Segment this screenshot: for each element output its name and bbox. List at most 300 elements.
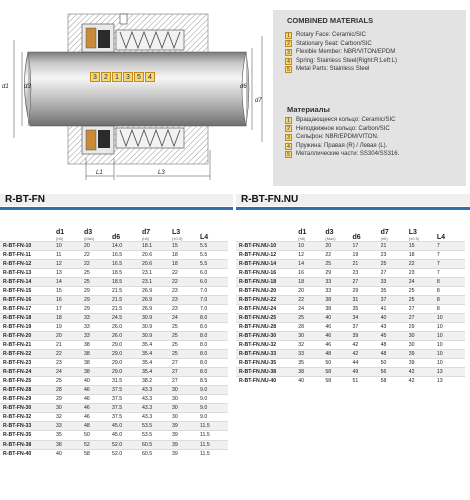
table-row — [236, 368, 465, 377]
value-cell: 24 — [56, 368, 84, 377]
value-cell: 25 — [56, 377, 84, 386]
value-cell: 25 — [409, 286, 437, 295]
legend-title-ru: Материалы — [287, 105, 330, 114]
model-cell: R-BT-FN.NU-10 — [236, 241, 298, 250]
value-cell: 25 — [172, 322, 200, 331]
value-cell: 49 — [352, 368, 380, 377]
value-cell: 6.0 — [200, 268, 228, 277]
table-row — [0, 241, 228, 250]
value-cell: 11 — [56, 250, 84, 259]
column-header-tolerance: (h6) — [142, 235, 150, 241]
column-header-label: d6 — [112, 233, 121, 241]
value-cell: 37.5 — [112, 404, 142, 413]
model-cell: R-BT-FN-14 — [0, 277, 56, 286]
model-cell: R-BT-FN-33 — [0, 422, 56, 431]
value-cell: 40 — [298, 377, 325, 386]
value-cell: 42 — [409, 368, 437, 377]
value-cell: 23.1 — [142, 268, 172, 277]
model-cell: R-BT-FN-18 — [0, 313, 56, 322]
value-cell: 30 — [172, 404, 200, 413]
value-cell: 22 — [325, 250, 352, 259]
value-cell: 10 — [437, 322, 465, 331]
value-cell: 38 — [325, 304, 352, 313]
legend-item-number: 1 — [285, 117, 292, 124]
value-cell: 39 — [409, 359, 437, 368]
value-cell: 18.5 — [112, 277, 142, 286]
value-cell: 31 — [352, 295, 380, 304]
value-cell: 22 — [84, 259, 112, 268]
legend-item-text: Stationary Seat: Carbon/SIC — [296, 40, 372, 47]
dim-label-d7: d7 — [255, 98, 262, 104]
value-cell: 21 — [56, 341, 84, 350]
table-row — [0, 395, 228, 404]
value-cell: 46 — [325, 331, 352, 340]
value-cell: 38 — [84, 368, 112, 377]
model-cell: R-BT-FN-23 — [0, 359, 56, 368]
column-header-tolerance: (Max) — [84, 235, 95, 241]
value-cell: 26.9 — [142, 286, 172, 295]
value-cell: 7.0 — [200, 304, 228, 313]
model-cell: R-BT-FN-16 — [0, 295, 56, 304]
model-cell: R-BT-FN.NU-25 — [236, 313, 298, 322]
table-row — [0, 313, 228, 322]
column-header-label: d3 — [84, 228, 93, 236]
legend-item — [285, 31, 397, 40]
value-cell: 20 — [325, 241, 352, 250]
value-cell: 27 — [381, 268, 409, 277]
table-row — [0, 422, 228, 431]
dim-label-l1: L1 — [96, 170, 103, 176]
value-cell: 18 — [172, 259, 200, 268]
column-header-tolerance: (h6) — [56, 235, 64, 241]
value-cell: 20 — [56, 331, 84, 340]
column-header — [172, 215, 200, 241]
column-header-label: d1 — [298, 228, 307, 236]
value-cell: 8 — [437, 277, 465, 286]
value-cell: 8.0 — [200, 368, 228, 377]
value-cell: 35 — [352, 304, 380, 313]
value-cell: 35 — [56, 431, 84, 440]
table-row — [0, 368, 228, 377]
table-row — [0, 404, 228, 413]
value-cell: 20 — [298, 286, 325, 295]
legend-item-text: Пружина: Правая (R) / Левая (L). — [296, 142, 388, 149]
value-cell: 33 — [84, 331, 112, 340]
model-cell: R-BT-FN.NU-30 — [236, 331, 298, 340]
table-row — [0, 250, 228, 259]
legend-item-number: 2 — [285, 125, 292, 132]
value-cell: 8 — [437, 304, 465, 313]
model-cell: R-BT-FN-13 — [0, 268, 56, 277]
legend-item-text: Металлические части: SS304/SS316. — [296, 151, 400, 158]
model-cell: R-BT-FN-20 — [0, 331, 56, 340]
table-row — [236, 304, 465, 313]
value-cell: 23 — [409, 268, 437, 277]
value-cell: 21.5 — [112, 304, 142, 313]
value-cell: 35 — [381, 286, 409, 295]
callout-box: 4 — [145, 72, 155, 82]
value-cell: 23 — [172, 295, 200, 304]
value-cell: 6.0 — [200, 277, 228, 286]
value-cell: 8.0 — [200, 350, 228, 359]
callout-row — [90, 72, 155, 82]
model-cell: R-BT-FN-24 — [0, 368, 56, 377]
value-cell: 29.0 — [112, 359, 142, 368]
value-cell: 38 — [84, 359, 112, 368]
table-row — [236, 350, 465, 359]
model-cell: R-BT-FN-30 — [0, 404, 56, 413]
value-cell: 27 — [352, 277, 380, 286]
value-cell: 50 — [381, 359, 409, 368]
legend-item — [285, 125, 399, 134]
legend-item-number: 5 — [285, 66, 292, 73]
value-cell: 11.5 — [200, 431, 228, 440]
model-cell: R-BT-FN.NU-28 — [236, 322, 298, 331]
table-row — [236, 241, 465, 250]
legend-item-text: Неподвижное кольцо: Carbon/SIC — [296, 125, 390, 132]
value-cell: 21 — [352, 259, 380, 268]
value-cell: 11.5 — [200, 440, 228, 449]
value-cell: 60.5 — [142, 449, 172, 458]
table-row — [0, 286, 228, 295]
value-cell: 25 — [172, 341, 200, 350]
column-header-label: L4 — [200, 233, 209, 241]
value-cell: 56 — [381, 368, 409, 377]
value-cell: 43.3 — [142, 386, 172, 395]
table-row — [0, 413, 228, 422]
value-cell: 25 — [298, 313, 325, 322]
value-cell: 16.5 — [112, 250, 142, 259]
value-cell: 52.0 — [112, 449, 142, 458]
legend-item-text: Rotary Face: Ceramic/SIC — [296, 32, 367, 38]
legend-item — [285, 142, 399, 151]
column-header-label: d7 — [142, 228, 151, 236]
model-cell: R-BT-FN-15 — [0, 286, 56, 295]
value-cell: 37.5 — [112, 386, 142, 395]
value-cell: 8.0 — [200, 331, 228, 340]
value-cell: 25 — [84, 277, 112, 286]
value-cell: 10 — [298, 241, 325, 250]
model-cell: R-BT-FN.NU-22 — [236, 295, 298, 304]
table-row — [236, 359, 465, 368]
value-cell: 30 — [56, 404, 84, 413]
seal-drawing-svg — [0, 0, 270, 188]
value-cell: 18 — [56, 313, 84, 322]
table-row — [0, 386, 228, 395]
legend-item — [285, 40, 397, 49]
legend-list-ru — [285, 116, 399, 159]
column-header — [84, 215, 112, 241]
value-cell: 18 — [172, 250, 200, 259]
value-cell: 51 — [352, 377, 380, 386]
table-header-row — [0, 215, 228, 241]
callout-box: 2 — [101, 72, 111, 82]
value-cell: 26.9 — [142, 304, 172, 313]
value-cell: 22 — [172, 277, 200, 286]
table-row — [236, 295, 465, 304]
left-table-accent-bar — [0, 207, 233, 210]
value-cell: 30.9 — [142, 331, 172, 340]
value-cell: 38 — [84, 350, 112, 359]
model-cell: R-BT-FN-32 — [0, 413, 56, 422]
value-cell: 25 — [381, 259, 409, 268]
callout-box: 1 — [112, 72, 122, 82]
column-header — [142, 215, 172, 241]
model-cell: R-BT-FN-19 — [0, 322, 56, 331]
column-header-label: d3 — [325, 228, 334, 236]
legend-item — [285, 116, 399, 125]
value-cell: 17 — [56, 304, 84, 313]
dim-label-l3: L3 — [158, 170, 165, 176]
value-cell: 18 — [298, 277, 325, 286]
value-cell: 30 — [409, 341, 437, 350]
value-cell: 23 — [172, 286, 200, 295]
column-header — [381, 215, 409, 241]
value-cell: 40 — [381, 313, 409, 322]
value-cell: 39 — [172, 431, 200, 440]
value-cell: 35.4 — [142, 341, 172, 350]
value-cell: 10 — [437, 350, 465, 359]
model-cell: R-BT-FN.NU-33 — [236, 350, 298, 359]
value-cell: 30 — [172, 386, 200, 395]
value-cell: 33 — [56, 422, 84, 431]
legend-item-number: 2 — [285, 40, 292, 47]
value-cell: 14.0 — [112, 241, 142, 250]
value-cell: 24 — [409, 277, 437, 286]
column-header-label: L3 — [408, 228, 417, 236]
legend-item-text: Сильфон: NBR/EPDM/VITON. — [296, 134, 379, 141]
value-cell: 43.3 — [142, 413, 172, 422]
value-cell: 27 — [172, 377, 200, 386]
model-cell: R-BT-FN-38 — [0, 440, 56, 449]
column-header-label: L4 — [436, 233, 445, 241]
table-row — [0, 377, 228, 386]
table-row — [0, 350, 228, 359]
value-cell: 60.5 — [142, 440, 172, 449]
value-cell: 45.0 — [112, 422, 142, 431]
value-cell: 14 — [56, 277, 84, 286]
value-cell: 32 — [298, 341, 325, 350]
value-cell: 35 — [298, 359, 325, 368]
callout-box: 5 — [134, 72, 144, 82]
value-cell: 8.5 — [200, 377, 228, 386]
value-cell: 35.4 — [142, 359, 172, 368]
value-cell: 29.0 — [112, 341, 142, 350]
left-table-title: R-BT-FN — [0, 194, 233, 206]
table-row — [0, 277, 228, 286]
value-cell: 48 — [325, 350, 352, 359]
value-cell: 12 — [298, 250, 325, 259]
value-cell: 33 — [325, 277, 352, 286]
legend-item-number: 5 — [285, 151, 292, 158]
value-cell: 11.5 — [200, 422, 228, 431]
model-cell: R-BT-FN-21 — [0, 341, 56, 350]
value-cell: 30.9 — [142, 322, 172, 331]
value-cell: 15 — [56, 286, 84, 295]
value-cell: 52.0 — [112, 440, 142, 449]
legend-item-text: Spring: Stainless Steel(Right:R;Left:L) — [296, 57, 398, 64]
model-cell: R-BT-FN-25 — [0, 377, 56, 386]
value-cell: 33 — [298, 350, 325, 359]
right-dimension-table — [236, 215, 465, 385]
value-cell: 35.4 — [142, 368, 172, 377]
value-cell: 10 — [56, 241, 84, 250]
materials-legend — [273, 10, 466, 186]
value-cell: 37 — [381, 295, 409, 304]
model-cell: R-BT-FN-29 — [0, 395, 56, 404]
value-cell: 37.5 — [112, 395, 142, 404]
value-cell: 8 — [437, 286, 465, 295]
value-cell: 18.1 — [142, 241, 172, 250]
value-cell: 58 — [325, 368, 352, 377]
right-table-accent-bar — [236, 207, 470, 210]
model-cell: R-BT-FN-22 — [0, 350, 56, 359]
right-table-title: R-BT-FN.NU — [236, 194, 470, 206]
value-cell: 41 — [381, 304, 409, 313]
value-cell: 37.5 — [112, 413, 142, 422]
value-cell: 7.0 — [200, 295, 228, 304]
table-row — [236, 331, 465, 340]
table-row — [0, 440, 228, 449]
value-cell: 7 — [437, 250, 465, 259]
value-cell: 58 — [381, 377, 409, 386]
value-cell: 44 — [352, 359, 380, 368]
value-cell: 20.6 — [142, 250, 172, 259]
value-cell: 46 — [84, 404, 112, 413]
value-cell: 22 — [56, 350, 84, 359]
value-cell: 14 — [298, 259, 325, 268]
value-cell: 25 — [172, 350, 200, 359]
value-cell: 43 — [381, 322, 409, 331]
legend-item-number: 4 — [285, 58, 292, 65]
value-cell: 10 — [437, 331, 465, 340]
legend-item-number: 3 — [285, 49, 292, 56]
value-cell: 5.5 — [200, 259, 228, 268]
value-cell: 30 — [172, 395, 200, 404]
value-cell: 13 — [437, 377, 465, 386]
value-cell: 25 — [172, 331, 200, 340]
value-cell: 53.5 — [142, 422, 172, 431]
column-header — [236, 215, 298, 241]
dim-label-d1: d1 — [2, 84, 9, 90]
value-cell: 24 — [298, 304, 325, 313]
value-cell: 24.5 — [112, 313, 142, 322]
column-header-label: d6 — [352, 233, 361, 241]
legend-item — [285, 150, 399, 159]
table-header-row — [236, 215, 465, 241]
column-header-label: d7 — [380, 228, 389, 236]
value-cell: 16.5 — [112, 259, 142, 268]
shaft — [24, 52, 246, 126]
legend-item-text: Metal Parts: Stainless Steel — [296, 66, 370, 73]
value-cell: 46 — [325, 341, 352, 350]
model-cell: R-BT-FN.NU-35 — [236, 359, 298, 368]
value-cell: 8.0 — [200, 313, 228, 322]
model-cell: R-BT-FN-40 — [0, 449, 56, 458]
value-cell: 27 — [172, 359, 200, 368]
value-cell: 7.0 — [200, 286, 228, 295]
column-header-label: L3 — [172, 228, 181, 236]
value-cell: 29.0 — [112, 350, 142, 359]
model-cell: R-BT-FN.NU-40 — [236, 377, 298, 386]
value-cell: 45 — [381, 331, 409, 340]
value-cell: 30.9 — [142, 313, 172, 322]
value-cell: 28 — [298, 322, 325, 331]
value-cell: 35.4 — [142, 350, 172, 359]
value-cell: 7 — [437, 268, 465, 277]
table-row — [0, 268, 228, 277]
value-cell: 12 — [56, 259, 84, 268]
table-row — [236, 313, 465, 322]
table-row — [236, 277, 465, 286]
model-cell: R-BT-FN.NU-32 — [236, 341, 298, 350]
model-cell: R-BT-FN-35 — [0, 431, 56, 440]
table-row — [236, 322, 465, 331]
column-header-tolerance: (Max) — [325, 235, 336, 241]
table-row — [236, 250, 465, 259]
table-row — [236, 268, 465, 277]
value-cell: 37 — [352, 322, 380, 331]
dim-label-d3: d3 — [24, 84, 31, 90]
callout-box: 3 — [90, 72, 100, 82]
value-cell: 29 — [352, 286, 380, 295]
legend-title-en: COMBINED MATERIALS — [287, 16, 374, 25]
value-cell: 22 — [84, 250, 112, 259]
column-header-tolerance: (h6) — [380, 235, 388, 241]
column-header — [409, 215, 437, 241]
value-cell: 31.5 — [112, 377, 142, 386]
value-cell: 39 — [352, 331, 380, 340]
value-cell: 10 — [437, 359, 465, 368]
value-cell: 16 — [298, 268, 325, 277]
value-cell: 25 — [84, 268, 112, 277]
legend-item — [285, 57, 397, 66]
value-cell: 38 — [298, 368, 325, 377]
column-header-tolerance: (±0.5) — [172, 235, 183, 241]
value-cell: 30 — [409, 331, 437, 340]
model-cell: R-BT-FN-10 — [0, 241, 56, 250]
value-cell: 27 — [409, 304, 437, 313]
model-cell: R-BT-FN.NU-20 — [236, 286, 298, 295]
value-cell: 40 — [84, 377, 112, 386]
value-cell: 20 — [84, 241, 112, 250]
value-cell: 50 — [325, 359, 352, 368]
value-cell: 23.1 — [142, 277, 172, 286]
value-cell: 8.0 — [200, 341, 228, 350]
value-cell: 40 — [56, 449, 84, 458]
value-cell: 29 — [409, 322, 437, 331]
column-header-tolerance: (±0.5) — [408, 235, 420, 241]
value-cell: 19 — [352, 250, 380, 259]
value-cell: 48 — [84, 422, 112, 431]
value-cell: 42 — [352, 350, 380, 359]
value-cell: 23 — [172, 304, 200, 313]
value-cell: 29 — [325, 268, 352, 277]
value-cell: 33 — [325, 286, 352, 295]
value-cell: 7 — [437, 241, 465, 250]
model-cell: R-BT-FN-12 — [0, 259, 56, 268]
value-cell: 32 — [56, 413, 84, 422]
value-cell: 30 — [298, 331, 325, 340]
table-row — [0, 304, 228, 313]
value-cell: 33 — [84, 313, 112, 322]
table-row — [236, 286, 465, 295]
table-row — [236, 259, 465, 268]
column-header — [200, 215, 228, 241]
value-cell: 48 — [381, 350, 409, 359]
value-cell: 10 — [437, 313, 465, 322]
value-cell: 43.3 — [142, 395, 172, 404]
